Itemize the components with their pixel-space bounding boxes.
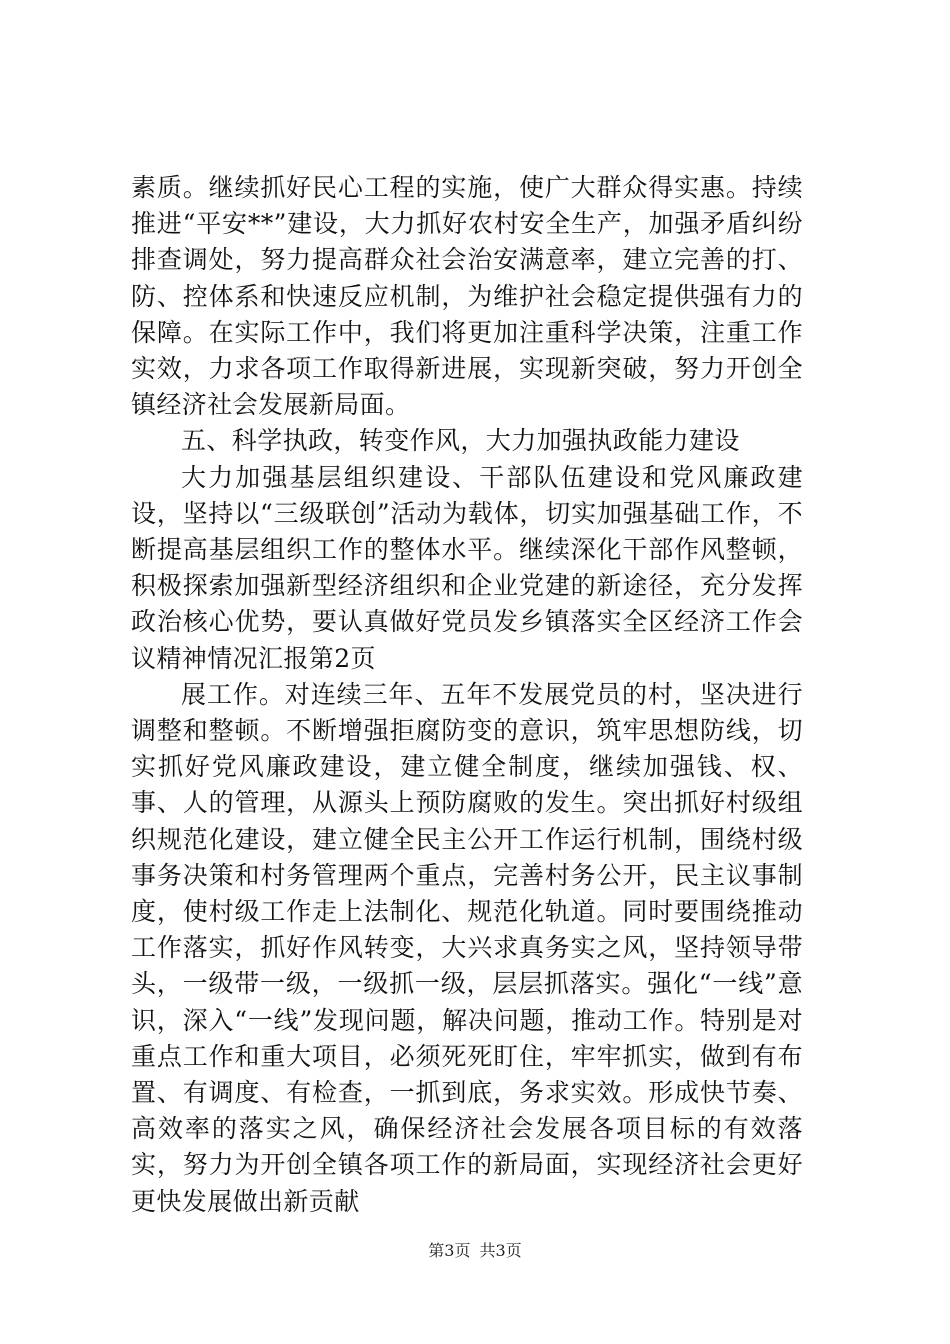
paragraph-1: 素质。继续抓好民心工程的实施，使广大群众得实惠。持续推进“平安**”建设，大力抓好农村安全生产，加强矛盾纠纷排查调处，努力提高群众社会治安满意率，建立完善的打、防、控体系和快速反应机制，为维护社会稳定提供强有力的保障。在实际工作中，我们将更加注重科学决策，注重工作实效，力求各项工作取得新进展，实现新突破，努力开创全镇经济社会发展新局面。 <box>131 173 803 420</box>
document-body <box>131 170 803 1220</box>
paragraph-3: 展工作。对连续三年、五年不发展党员的村，坚决进行调整和整顿。不断增强拒腐防变的意识，筑牢思想防线，切实抓好党风廉政建设，建立健全制度，继续加强钱、权、事、人的管理，从源头上预防腐败的发生。突出抓好村级组织规范化建设，建立健全民主公开工作运行机制，围绕村级事务决策和村务管理两个重点，完善村务公开，民主议事制度，使村级工作走上法制化、规范化轨道。同时要围绕推动工作落实，抓好作风转变，大兴求真务实之风，坚持领导带头，一级带一级，一级抓一级，层层抓落实。强化“一线”意识，深入“一线”发现问题，解决问题，推动工作。特别是对重点工作和重大项目，必须死死盯住，牢牢抓实，做到有布置、有调度、有检查，一抓到底，务求实效。形成快节奏、高效率的落实之风，确保经济社会发展各项目标的有效落实，努力为开创全镇各项工作的新局面，实现经济社会更好更快发展做出新贡献 <box>131 679 803 1216</box>
page-total: 共3页 <box>479 1241 522 1260</box>
section-heading: 五、科学执政，转变作风，大力加强执政能力建设 <box>181 426 740 456</box>
paragraph-2: 大力加强基层组织建设、干部队伍建设和党风廉政建设，坚持以“三级联创”活动为载体，切实加强基础工作，不断提高基层组织工作的整体水平。继续深化干部作风整顿，积极探索加强新型经济组织和企业党建的新途径，充分发挥政治核心优势，要认真做好党员发乡镇落实全区经济工作会议精神情况汇报第2页 <box>131 462 803 673</box>
page-number: 第3页 <box>428 1241 471 1260</box>
page-footer <box>0 1240 950 1262</box>
